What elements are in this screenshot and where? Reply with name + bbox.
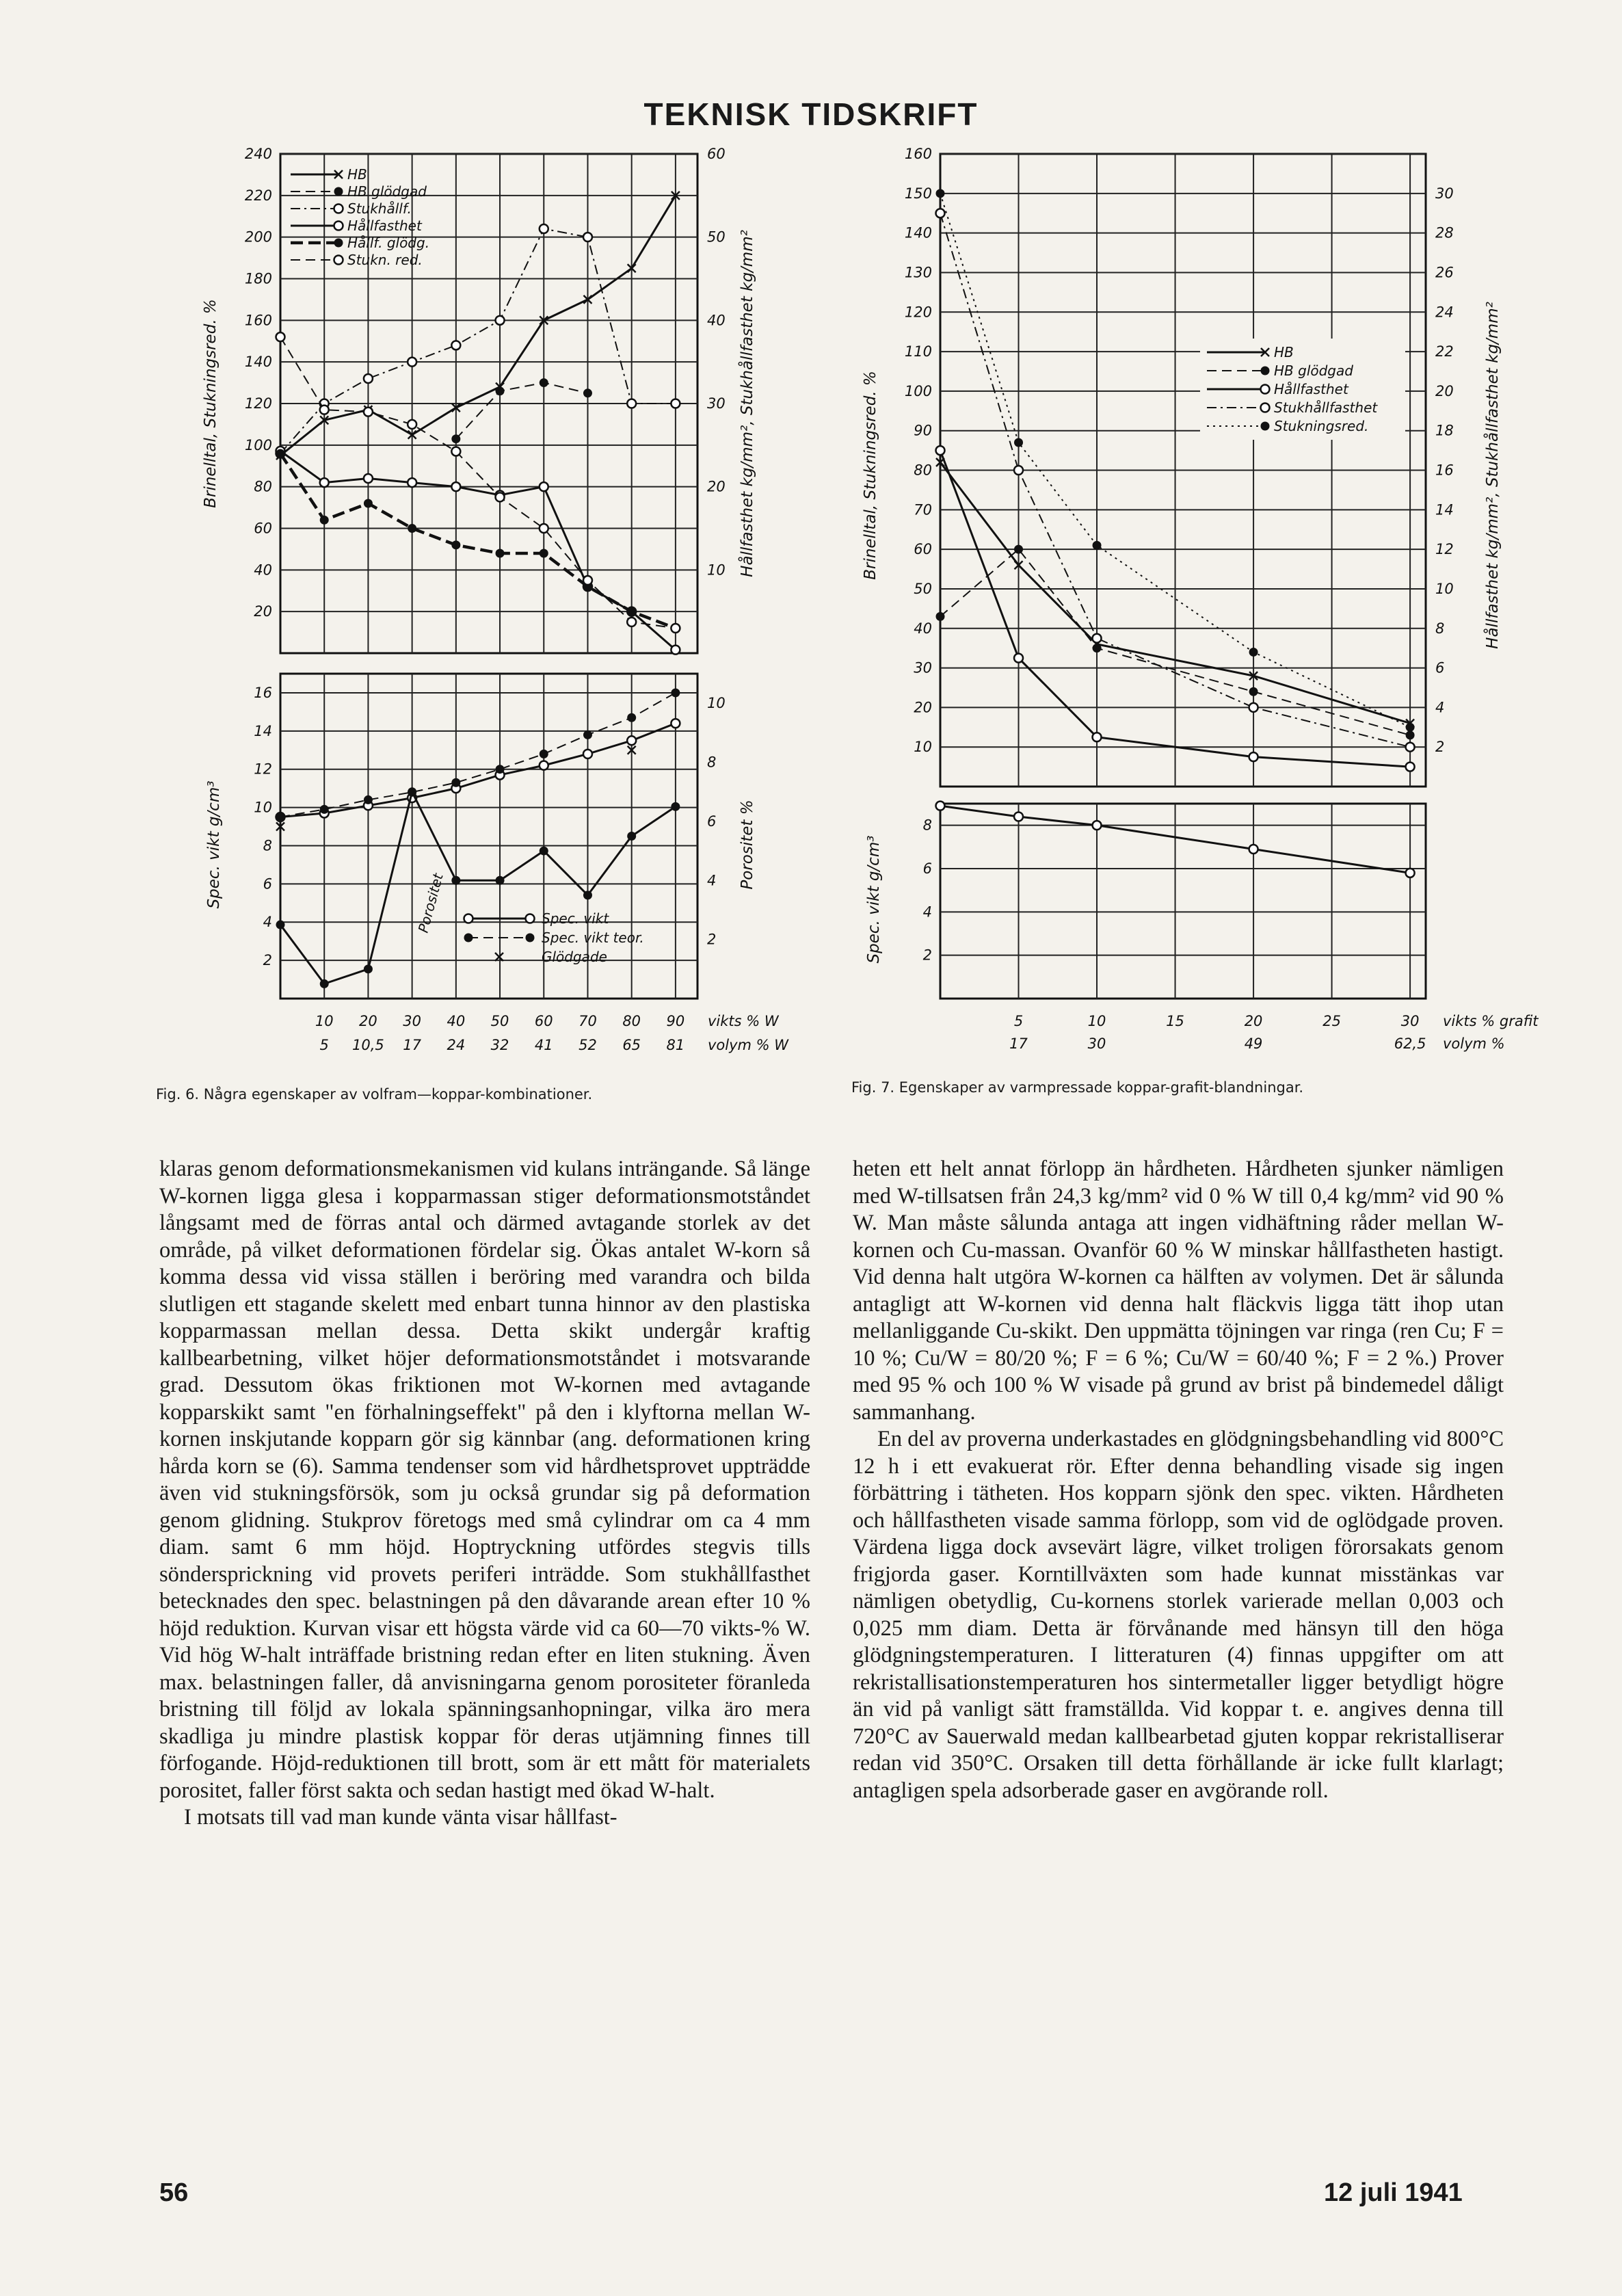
fig6-x2-tick-label: 32 — [490, 1037, 509, 1053]
fig6-series-spec-vikt-teor--point — [364, 795, 373, 804]
fig7-x-unit: vikts % grafit — [1443, 1013, 1539, 1029]
fig6-legend-label: Spec. vikt — [542, 910, 609, 927]
fig6-right-tick-label: 50 — [707, 228, 726, 246]
fig6-series-stukn-red--line — [280, 337, 676, 629]
fig6-right-tick-label: 4 — [707, 872, 717, 889]
left-column-paragraph-2: I motsats till vad man kunde vänta visar hållfast- — [184, 1805, 617, 1830]
fig7-right-tick-label: 22 — [1435, 343, 1454, 360]
fig7-left-tick-label: 90 — [914, 422, 932, 439]
fig7-x2-tick-label: 17 — [1009, 1035, 1028, 1052]
fig6-x2-tick-label: 81 — [666, 1037, 685, 1053]
fig6-series-hållf-glödg--point — [320, 516, 329, 525]
fig6-left-tick-label: 220 — [244, 187, 272, 204]
fig6-right-tick-label: 2 — [707, 931, 717, 948]
fig7-x-tick-label: 20 — [1244, 1013, 1263, 1029]
fig6-x-tick-label: 50 — [490, 1013, 509, 1029]
fig7-left-tick-label: 4 — [922, 903, 932, 921]
fig6-x2-unit: volym % W — [708, 1037, 789, 1053]
fig7-x-tick-label: 15 — [1166, 1013, 1184, 1029]
fig7-right-tick-label: 20 — [1435, 382, 1454, 399]
fig6-series-stukhållf--point — [364, 374, 373, 383]
fig6-x-tick-label: 70 — [579, 1013, 597, 1029]
fig7-series-spec-vikt-point — [1249, 845, 1258, 854]
fig6-series-porositet-line — [280, 792, 676, 984]
fig7-x-tick-label: 30 — [1400, 1013, 1420, 1029]
fig7-right-tick-label: 26 — [1435, 264, 1454, 281]
fig6-x-tick-label: 40 — [447, 1013, 466, 1029]
fig6-series-porositet-point — [496, 876, 505, 885]
fig7-series-hållfasthet-point — [936, 446, 945, 455]
fig6-bottom-left-axis-label: Spec. vikt g/cm³ — [205, 780, 223, 909]
fig6-left-tick-label: 80 — [254, 478, 272, 495]
fig6-left-tick-label: 10 — [254, 799, 272, 816]
fig6-legend-marker — [334, 239, 343, 248]
fig6-x2-tick-label: 52 — [579, 1037, 597, 1053]
fig6-legend-marker — [464, 914, 473, 923]
fig6-series-hållfasthet-point — [320, 478, 329, 487]
fig6-left-tick-label: 4 — [263, 914, 272, 931]
fig6-left-tick-label: 14 — [254, 722, 272, 739]
fig6-left-tick-label: 160 — [244, 312, 272, 329]
fig6-left-tick-label: 2 — [263, 952, 272, 969]
fig6-legend-marker — [464, 934, 473, 942]
fig7-lower-frame — [940, 804, 1426, 999]
fig7-left-tick-label: 20 — [914, 699, 932, 716]
fig6-legend-marker — [526, 934, 535, 942]
fig7-left-tick-label: 60 — [914, 541, 932, 558]
fig7-left-tick-label: 100 — [904, 382, 932, 399]
fig7-legend-label: Stukhållfasthet — [1274, 399, 1378, 416]
fig7-right-tick-label: 16 — [1435, 462, 1454, 479]
fig6-series-stukn-red--point — [540, 524, 548, 533]
fig6-series-spec-vikt-teor--point — [320, 805, 329, 814]
fig6-series-hållf-glödg--point — [496, 549, 505, 558]
fig6-series-porositet-point — [671, 802, 680, 811]
fig6-series-spec-vikt-point — [583, 750, 592, 758]
fig6-legend-label: Hållfasthet — [347, 217, 422, 234]
fig6-right-tick-label: 20 — [707, 478, 726, 495]
fig6-series-stukhållf--point — [496, 316, 505, 325]
fig7-right-tick-label: 12 — [1435, 541, 1454, 558]
right-column-paragraph-1: heten ett helt annat förlopp än hårdheten. Hårdheten sjunker nämligen med W-tillsatsen från 24,3 kg/mm² vid 0 % W till 0,4 kg/mm² vid 90 % W. Man måste sålunda antaga att ingen vidhäftning råder mellan W-kornen och Cu-massan. Ovanför 60 % W minskar hållfastheten hastigt. Vid denna halt utgöra W-kornen ca hälften av volymen. Det är sålunda antagligt att W-kornen vid denna halt fläckvis ligga tätt ihop utan mellanliggande Cu-skikt. Den uppmätta töjningen var ringa (ren Cu; F = 10 %; Cu/W = 80/20 %; F = 6 %; Cu/W = 60/40 %; F = 2 %.) Prover med 95 % och 100 % W visade på grund av brist på bindemedel dåligt sammanhang. — [853, 1157, 1504, 1425]
fig6-x-tick-label: 30 — [403, 1013, 421, 1029]
fig7-left-tick-label: 110 — [904, 343, 932, 360]
fig6-left-tick-label: 12 — [254, 761, 272, 778]
fig6-x-tick-label: 80 — [622, 1013, 641, 1029]
fig6-legend-label: HB glödgad — [347, 183, 427, 200]
fig6-series-stukn-red--point — [583, 576, 592, 585]
fig7-series-stukningsred--point — [1093, 541, 1102, 550]
fig7-legend-label: HB glödgad — [1274, 362, 1353, 379]
fig7-series-hb-glödgad-point — [936, 612, 945, 621]
fig6-series-hållf-glödg--point — [408, 524, 416, 533]
fig7-legend-label: Stukningsred. — [1274, 418, 1369, 434]
fig6-legend-marker — [334, 187, 343, 196]
fig7-right-tick-label: 28 — [1435, 224, 1454, 241]
fig7-legend-marker — [1261, 404, 1270, 412]
fig7-legend-marker — [1261, 422, 1270, 431]
fig6-series-stukhållf--point — [540, 224, 548, 233]
fig6-series-spec-vikt-teor--point — [496, 765, 505, 774]
fig6-series-hållfasthet-line — [280, 451, 676, 650]
fig6-series-hållf-glödg--point — [540, 549, 548, 558]
fig6-series-spec-vikt-teor--point — [583, 730, 592, 739]
fig6-right-tick-label: 6 — [707, 813, 717, 830]
fig7-series-hb-glödgad-point — [1249, 687, 1258, 696]
fig6-right-tick-label: 10 — [707, 695, 726, 712]
fig7-right-tick-label: 14 — [1435, 501, 1454, 518]
fig7-right-tick-label: 18 — [1435, 422, 1454, 439]
fig7-x2-unit: volym % — [1443, 1035, 1505, 1052]
fig7-x2-tick-label: 62,5 — [1394, 1035, 1426, 1052]
fig7-left-tick-label: 30 — [914, 659, 932, 676]
fig6-legend-marker — [334, 204, 343, 213]
fig6-series-hållfasthet-point — [671, 646, 680, 655]
fig7-series-stukhållfasthet-point — [936, 209, 945, 217]
fig7-left-tick-label: 130 — [904, 264, 932, 281]
fig7-right-tick-label: 24 — [1435, 304, 1454, 321]
fig6-series-stukhållf--point — [627, 399, 636, 408]
fig7-series-stukhållfasthet-point — [1014, 466, 1023, 475]
fig7-right-tick-label: 6 — [1435, 659, 1445, 676]
fig6-series-stukn-red--point — [364, 408, 373, 417]
fig7-right-axis-label: Hållfasthet kg/mm², Stukhållfasthet kg/mm² — [1484, 302, 1502, 649]
fig6-series-spec-vikt-point — [671, 719, 680, 728]
fig7-left-tick-label: 50 — [914, 580, 932, 597]
fig6-series-stukhållf--point — [408, 358, 416, 367]
fig7-left-tick-label: 160 — [904, 146, 932, 162]
fig6-x-tick-label: 20 — [359, 1013, 377, 1029]
fig6-right-tick-label: 10 — [707, 562, 726, 579]
fig7-legend-marker — [1261, 385, 1270, 394]
figure-7-chart — [851, 146, 1539, 1084]
journal-title: TEKNISK TIDSKRIFT — [643, 96, 979, 132]
fig6-series-stukhållf--point — [583, 233, 592, 241]
fig6-series-spec-vikt-teor--point — [451, 778, 460, 787]
fig6-series-hb-line — [280, 196, 676, 456]
fig7-left-tick-label: 120 — [904, 304, 932, 321]
fig6-legend-marker — [334, 222, 343, 230]
fig6-left-tick-label: 8 — [263, 837, 272, 854]
fig6-series-stukn-red--point — [627, 618, 636, 626]
fig6-left-tick-label: 100 — [244, 436, 272, 453]
fig7-right-tick-label: 8 — [1435, 620, 1445, 637]
fig6-x-tick-label: 90 — [666, 1013, 685, 1029]
fig7-series-spec-vikt-point — [936, 802, 945, 810]
fig6-legend-marker — [526, 914, 535, 923]
fig7-legend-label: HB — [1274, 344, 1294, 360]
fig6-legend-label: Glödgade — [542, 949, 607, 965]
fig6-x-tick-label: 10 — [315, 1013, 334, 1029]
fig6-series-hb-glödgad-point — [451, 434, 460, 443]
fig6-series-stukhållf--point — [671, 399, 680, 408]
fig6-series-hb-glödgad-point — [540, 378, 548, 387]
fig7-series-spec-vikt-point — [1406, 869, 1415, 878]
fig7-right-tick-label: 2 — [1435, 739, 1445, 756]
fig6-right-tick-label: 8 — [707, 754, 717, 771]
fig6-x2-tick-label: 24 — [447, 1037, 466, 1053]
right-column — [853, 1156, 1504, 1804]
fig6-bottom-right-axis-label: Porositet % — [739, 800, 756, 890]
fig6-series-hb-glödgad-point — [496, 386, 505, 395]
fig6-legend-label: HB — [347, 166, 367, 183]
fig6-left-tick-label: 6 — [263, 875, 272, 893]
left-column — [159, 1156, 810, 1832]
fig6-series-hållfasthet-point — [451, 482, 460, 491]
fig6-left-tick-label: 180 — [244, 270, 272, 287]
fig7-bottom-axis-label: Spec. vikt g/cm³ — [865, 835, 883, 964]
fig7-left-tick-label: 140 — [904, 224, 932, 241]
fig7-left-tick-label: 70 — [914, 501, 932, 518]
fig6-series-hållf-glödg--point — [364, 499, 373, 508]
fig6-left-tick-label: 240 — [244, 146, 272, 162]
fig6-legend-marker — [334, 256, 343, 265]
fig7-x-tick-label: 5 — [1013, 1013, 1024, 1029]
fig6-series-porositet-point — [364, 964, 373, 973]
fig6-x-unit: vikts % W — [708, 1013, 779, 1029]
fig6-legend-label: Hållf. glödg. — [347, 235, 430, 251]
issue-date: 12 juli 1941 — [1324, 2178, 1463, 2207]
fig6-series-spec-vikt-teor--line — [280, 693, 676, 817]
fig7-legend-label: Hållfasthet — [1274, 381, 1348, 397]
fig6-series-stukn-red--point — [408, 420, 416, 429]
fig7-left-axis-label: Brinelltal, Stukningsred. % — [862, 371, 879, 580]
right-column-paragraph-2: En del av proverna underkastades en glödgningsbehandling vid 800°C 12 h i ett evakuerat rör. Efter denna behandling visade sig ingen förbättring i tätheten. Hos kopparn sjönk den spec. vikten. Hårdheten och hållfastheten visade samma förlopp, som vid de oglödgade proven. Värdena ligga dock avsevärt lägre, vilket troligen förorsakats genom frigjorda gaser. Korntillväxten som hade kunnat misstänkas var nämligen obetydlig, Cu-kornens storlek varierade mellan 0,003 och 0,025 mm diam. Detta är förvånande med hänsyn till den höga glödgningstemperaturen. I litteraturen (4) finnas uppgifter om att rekristallisationstemperaturen hos sintermetaller ligger betydligt högre än vid på vanligt sätt framställda. Vid koppar t. e. angives denna till 720°C av Sauerwald medan kallbearbetad gjuten koppar rekristalliserar redan vid 350°C. Orsaken till detta förhållande är icke fullt klarlagt; antagligen spela adsorberade gaser en avgörande roll. — [853, 1427, 1504, 1803]
fig7-series-hållfasthet-point — [1406, 763, 1415, 771]
fig6-right-tick-label: 40 — [707, 312, 726, 329]
fig7-left-tick-label: 150 — [904, 185, 932, 202]
fig7-x2-tick-label: 30 — [1087, 1035, 1106, 1052]
fig6-series-spec-vikt-teor--point — [627, 713, 636, 722]
fig6-series-porositet-point — [408, 787, 416, 796]
fig7-series-hållfasthet-point — [1014, 654, 1023, 663]
fig7-series-stukningsred--point — [936, 189, 945, 198]
fig6-series-porositet-point — [583, 890, 592, 899]
fig7-x-tick-label: 25 — [1322, 1013, 1341, 1029]
fig6-series-hållf-glödg--point — [627, 607, 636, 616]
fig6-series-porositet-point — [276, 921, 285, 929]
fig7-series-spec-vikt-point — [1014, 813, 1023, 821]
fig6-right-tick-label: 30 — [707, 395, 726, 412]
fig6-x-tick-label: 60 — [534, 1013, 553, 1029]
fig6-series-hb-glödgad-line — [456, 383, 588, 439]
fig6-left-tick-label: 20 — [254, 603, 272, 620]
fig7-right-tick-label: 4 — [1435, 699, 1445, 716]
fig6-series-spec-vikt-point — [540, 761, 548, 770]
fig7-left-tick-label: 40 — [914, 620, 932, 637]
fig7-x-tick-label: 10 — [1087, 1013, 1106, 1029]
fig6-left-tick-label: 40 — [254, 562, 272, 579]
figure-7 — [851, 146, 1539, 1084]
fig6-series-porositet-point — [320, 979, 329, 988]
fig6-series-stukn-red--point — [276, 332, 285, 341]
figure-6-caption: Fig. 6. Några egenskaper av volfram—koppar-kombinationer. — [156, 1086, 593, 1103]
fig6-left-axis-label: Brinelltal, Stukningsred. % — [202, 299, 220, 508]
fig6-series-hållf-glödg--line — [280, 453, 676, 629]
fig7-series-hb-glödgad-point — [1406, 730, 1415, 739]
fig6-x2-tick-label: 5 — [319, 1037, 329, 1053]
fig6-left-tick-label: 16 — [254, 684, 272, 701]
fig6-series-stukn-red--point — [320, 406, 329, 414]
fig7-left-tick-label: 6 — [922, 860, 932, 877]
fig6-series-porositet-point — [540, 847, 548, 856]
fig6-series-hållf-glödg--point — [451, 540, 460, 549]
fig7-series-spec-vikt-point — [1093, 821, 1102, 830]
fig6-right-axis-label: Hållfasthet kg/mm², Stukhållfasthet kg/mm² — [739, 230, 756, 577]
fig7-legend-marker — [1261, 367, 1270, 375]
fig6-series-spec-vikt-teor--point — [671, 688, 680, 697]
fig6-left-tick-label: 140 — [244, 354, 272, 371]
figure-6-chart — [157, 146, 789, 1084]
fig6-series-hållfasthet-point — [408, 478, 416, 487]
fig6-series-stukn-red--point — [671, 624, 680, 633]
fig7-series-hållfasthet-point — [1249, 752, 1258, 761]
fig6-left-tick-label: 120 — [244, 395, 272, 412]
fig6-series-hb-glödgad-point — [583, 388, 592, 397]
figure-7-caption: Fig. 7. Egenskaper av varmpressade koppar-grafit-blandningar. — [851, 1079, 1304, 1096]
fig7-left-tick-label: 2 — [922, 947, 932, 964]
fig7-series-stukningsred--point — [1014, 438, 1023, 447]
fig6-x2-tick-label: 17 — [403, 1037, 421, 1053]
fig6-right-tick-label: 60 — [707, 146, 726, 162]
fig7-series-stukningsred--point — [1249, 648, 1258, 657]
fig6-legend-label: Stukhållf. — [347, 200, 412, 217]
fig6-series-porositet-point — [451, 876, 460, 885]
fig6-series-spec-vikt-teor--point — [276, 813, 285, 821]
fig6-x2-tick-label: 65 — [622, 1037, 641, 1053]
fig7-series-stukningsred--point — [1406, 723, 1415, 732]
fig6-x2-tick-label: 41 — [534, 1037, 553, 1053]
fig7-x2-tick-label: 49 — [1244, 1035, 1263, 1052]
fig6-series-hållfasthet-point — [364, 474, 373, 483]
fig6-left-tick-label: 60 — [254, 520, 272, 537]
page-number: 56 — [159, 2178, 189, 2207]
figure-6 — [157, 146, 789, 1084]
fig7-series-hb-glödgad-point — [1093, 644, 1102, 652]
fig6-left-tick-label: 200 — [244, 228, 272, 246]
fig7-right-tick-label: 30 — [1435, 185, 1454, 202]
fig6-series-spec-vikt-point — [627, 736, 636, 745]
fig6-legend-label: Spec. vikt teor. — [542, 929, 644, 946]
fig7-series-stukhållfasthet-point — [1093, 634, 1102, 643]
left-column-paragraph-1: klaras genom deformationsmekanismen vid kulans inträngande. Så länge W-kornen ligga glesa i kopparmassan stiger deformationsmotståndet långsamt med de förras antal och därmed avtagande storlek av det område, på vilket deformationen fördelar sig. Ökas antalet W-korn så komma dessa vid vissa ställen i beröring med varandra och bilda slutligen ett stagande skelett med enbart tunna hinnor av den plastiska kopparmassan mellan dessa. Detta skikt undergår kraftig kallbearbetning, vilket höjer deformationsmotståndet i motsvarande grad. Dessutom ökas friktionen mot W-kornen med avtagande kopparskikt samt "en förhalningseffekt" på den i klyftorna mellan W-kornen inskjutande kopparn gör sig kännbar (ang. deformationen kring hårda korn se (6). Samma tendenser som vid hårdhetsprovet uppträdde även vid stukningsförsök, som ju också grundar sig på deformation genom glidning. Stukprov företogs med små cylindrar om ca 4 mm diam. samt 6 mm höjd. Hoptryckning utfördes stegvis tills söndersprickning vid provets periferi inträdde. Som stukhållfasthet betecknades den spec. belastningen på den dåvarande arean efter 10 % höjd reduktion. Kurvan visar ett högsta värde vid ca 60—70 vikts-% W. Vid hög W-halt inträffade bristning redan efter en liten stukning. Även max. belastningen faller, då anvisningarna genom porositeter föranleda bristning till följd av lokala spänningsanhopningar, vilka äro mera skadliga ju mindre plastisk koppar för deras utjämning finnes till förfogande. Höjd-reduktionen till brott, som är ett mått för materialets porositet, faller först sakta och sedan hastigt med ökad W-halt. — [159, 1157, 810, 1803]
fig7-series-hållfasthet-point — [1093, 733, 1102, 741]
fig6-x2-tick-label: 10,5 — [352, 1037, 384, 1053]
fig6-series-spec-vikt-line — [280, 724, 676, 817]
fig6-legend-label: Stukn. red. — [347, 252, 423, 268]
fig7-series-stukhållfasthet-point — [1406, 743, 1415, 752]
fig6-series-spec-vikt-teor--point — [540, 750, 548, 758]
fig7-left-tick-label: 8 — [922, 817, 932, 834]
fig7-series-stukhållfasthet-point — [1249, 703, 1258, 712]
fig6-series-stukn-red--point — [451, 447, 460, 456]
fig7-left-tick-label: 10 — [914, 739, 932, 756]
fig7-right-tick-label: 10 — [1435, 580, 1454, 597]
fig6-porositet-label: Porositet — [414, 871, 447, 935]
fig7-left-tick-label: 80 — [914, 462, 932, 479]
fig6-series-porositet-point — [627, 832, 636, 841]
fig6-series-hållfasthet-point — [540, 482, 548, 491]
fig6-series-hållf-glödg--point — [276, 449, 285, 458]
fig7-series-hb-glödgad-point — [1014, 545, 1023, 554]
fig6-series-stukhållf--point — [451, 341, 460, 349]
fig6-series-stukn-red--point — [496, 492, 505, 501]
